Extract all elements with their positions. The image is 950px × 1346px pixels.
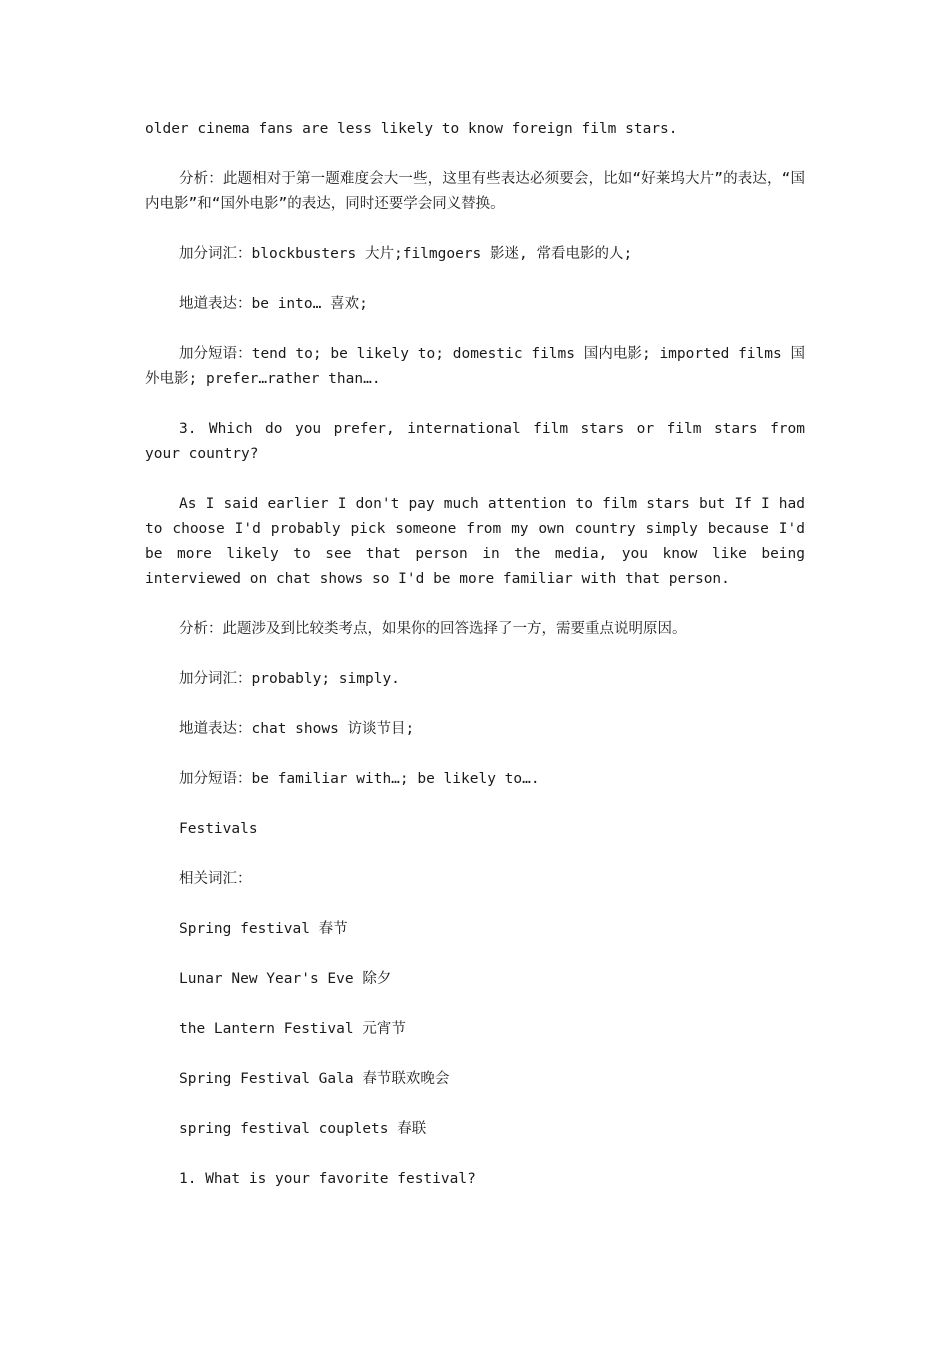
paragraph-bonus-phrases-3: 加分短语：be familiar with…; be likely to….: [179, 771, 540, 787]
paragraph-idiom-2: 地道表达：be into… 喜欢;: [179, 296, 368, 312]
paragraph-bonus-vocab-2: 加分词汇：blockbusters 大片;filmgoers 影迷, 常看电影的人;: [179, 246, 633, 262]
paragraph-question-1: 1. What is your favorite festival?: [179, 1171, 476, 1187]
paragraph-question-3: 3. Which do you prefer, international film stars or film stars from your country?: [145, 421, 805, 462]
paragraph-analysis-2: 分析：此题相对于第一题难度会大一些，这里有些表达必须要会，比如“好莱坞大片”的表达，“国内电影”和“国外电影”的表达，同时还要学会同义替换。: [145, 171, 805, 212]
vocab-item-couplets: spring festival couplets 春联: [179, 1121, 427, 1137]
paragraph-answer-3: As I said earlier I don't pay much attention to film stars but If I had to choose I'd probably pick someone from my own country simply because I'd be more likely to see that person in the media, you know like being interviewed on chat shows so I'd be more familiar with that person.: [145, 496, 805, 587]
paragraph-idiom-3: 地道表达：chat shows 访谈节目;: [179, 721, 415, 737]
section-heading-festivals: Festivals: [179, 821, 258, 837]
paragraph-analysis-3: 分析：此题涉及到比较类考点，如果你的回答选择了一方，需要重点说明原因。: [179, 621, 687, 637]
vocab-item-spring-festival: Spring festival 春节: [179, 921, 348, 937]
paragraph-bonus-phrases-2: 加分短语：tend to; be likely to; domestic films 国内电影; imported films 国外电影; prefer…rather than….: [145, 346, 805, 387]
vocab-item-new-years-eve: Lunar New Year's Eve 除夕: [179, 971, 392, 987]
paragraph-related-vocab: 相关词汇：: [179, 871, 252, 887]
paragraph-bonus-vocab-3: 加分词汇：probably; simply.: [179, 671, 400, 687]
vocab-item-lantern-festival: the Lantern Festival 元宵节: [179, 1021, 406, 1037]
vocab-item-gala: Spring Festival Gala 春节联欢晚会: [179, 1071, 450, 1087]
paragraph-answer-end: older cinema fans are less likely to know foreign film stars.: [145, 121, 678, 137]
